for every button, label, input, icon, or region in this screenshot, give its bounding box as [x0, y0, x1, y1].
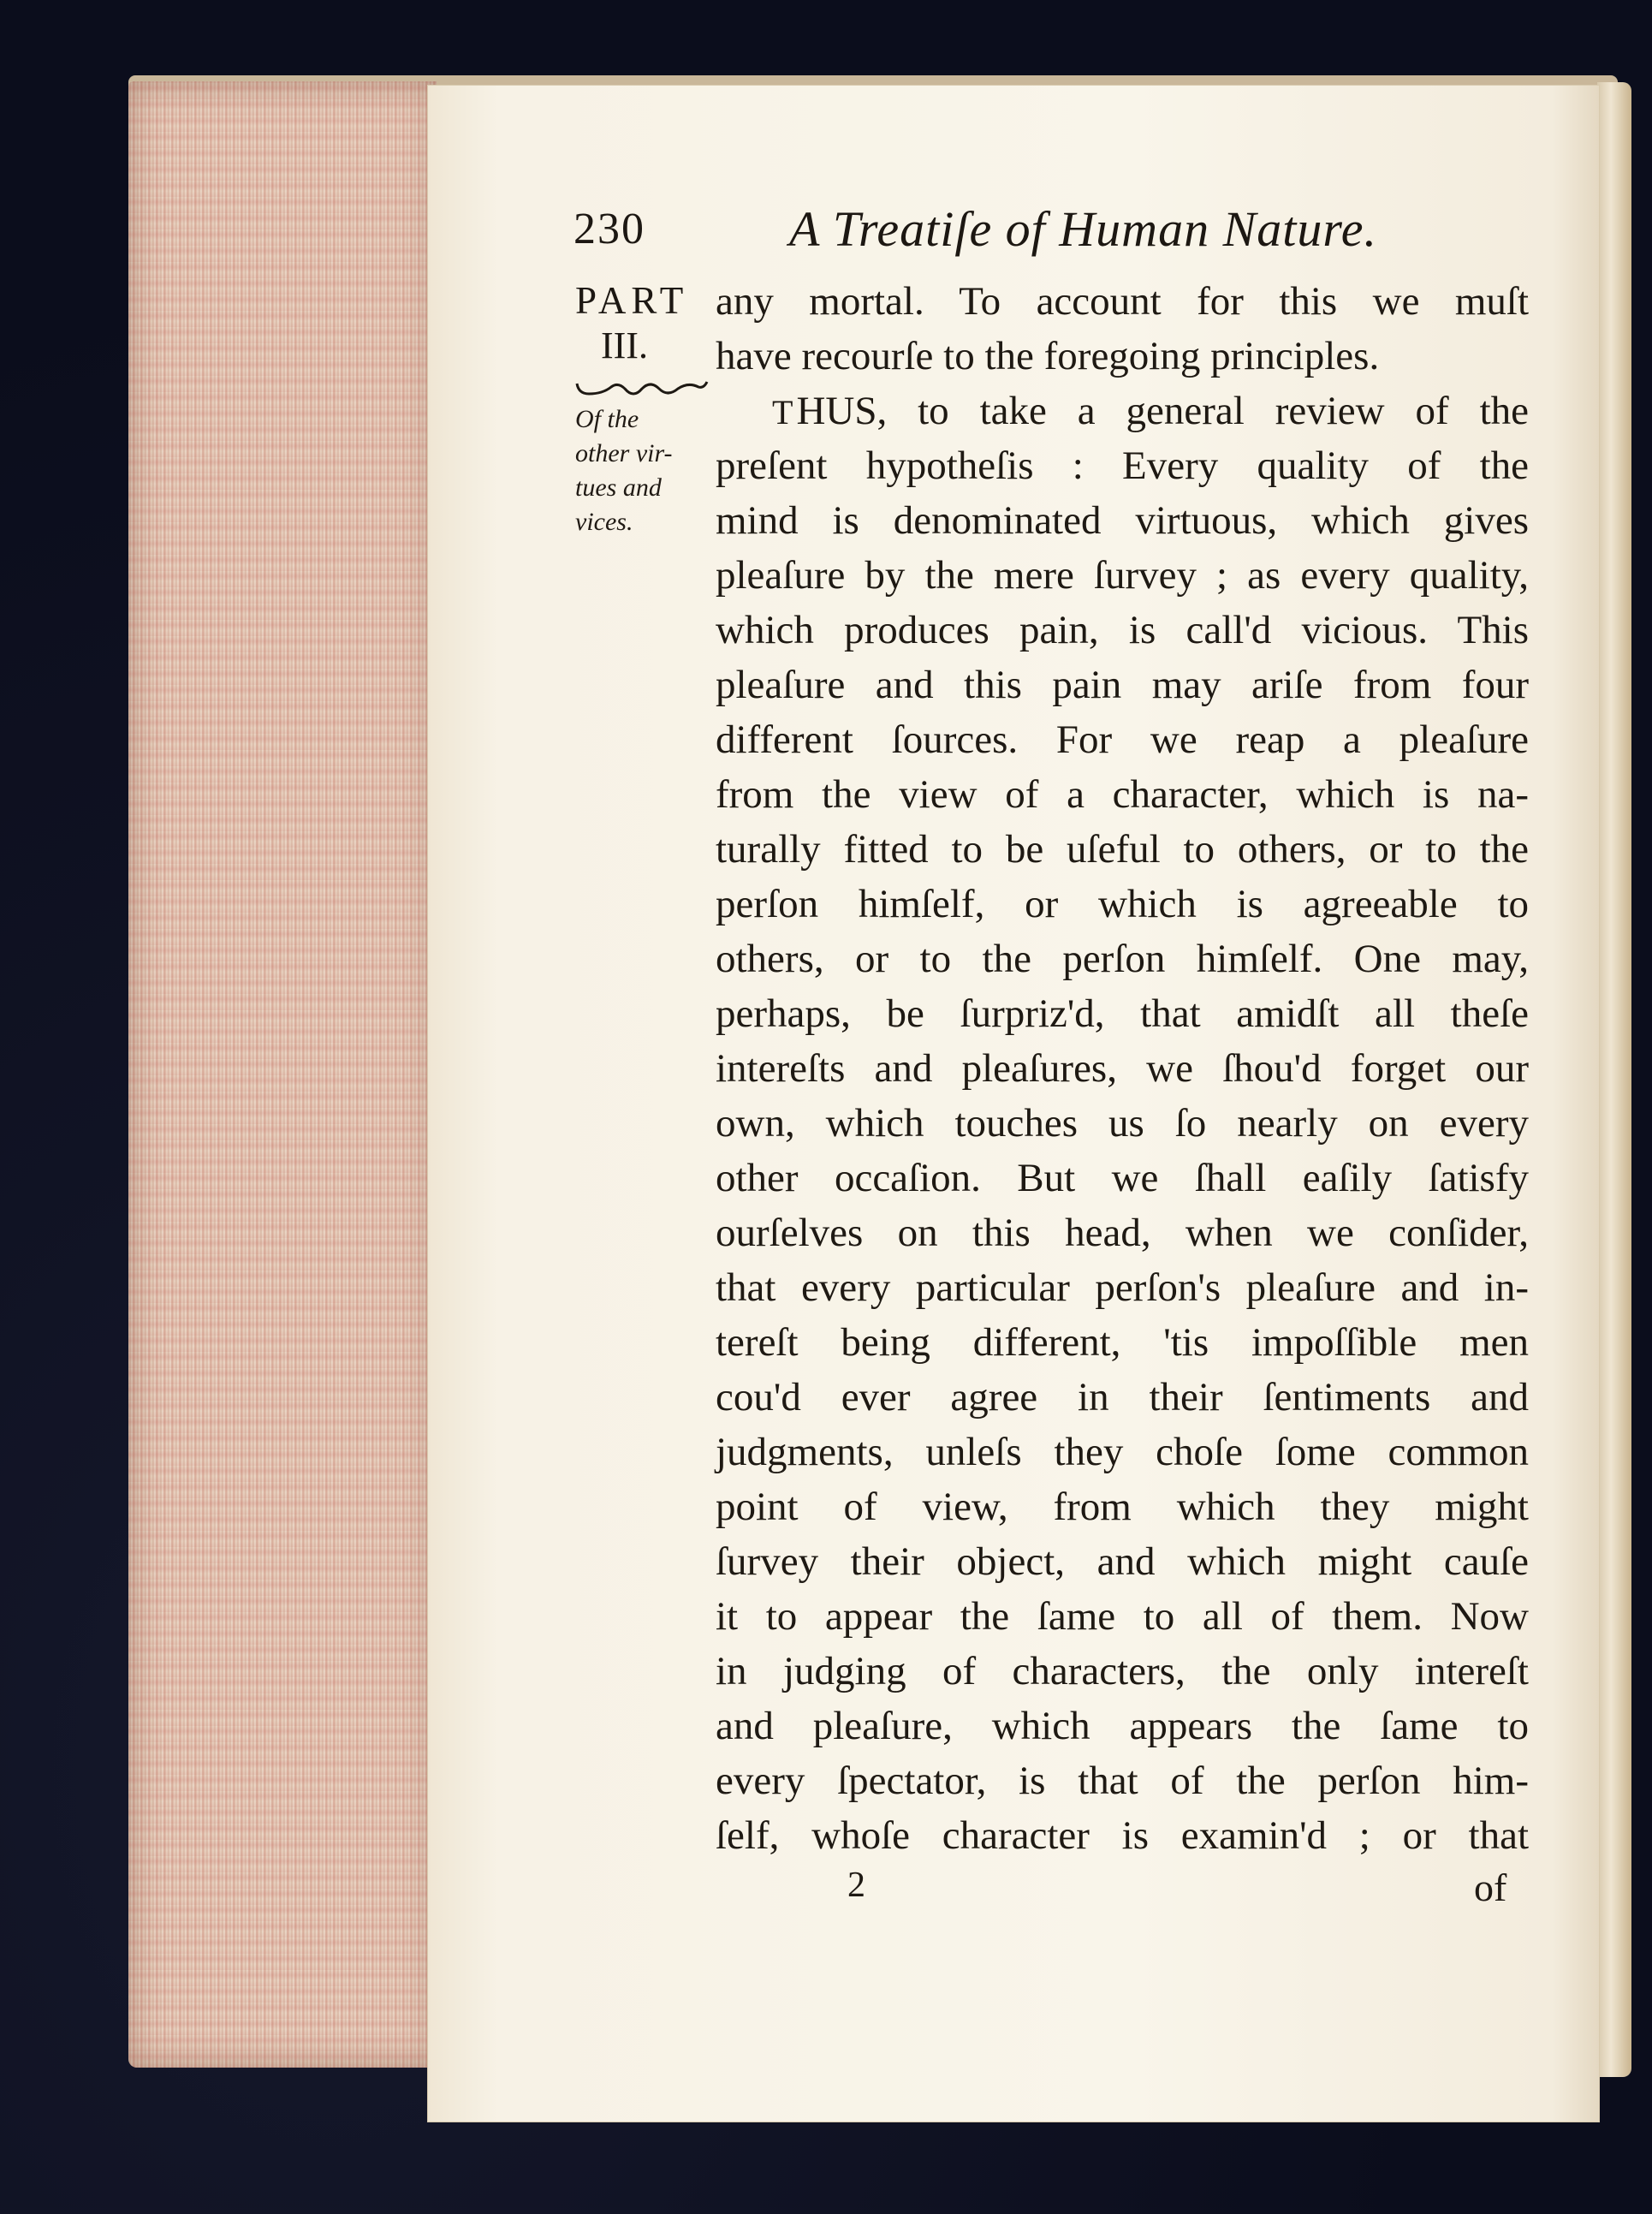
text-line: pleaſure and this pain may ariſe from four — [716, 663, 1529, 707]
paragraph-opening-line — [716, 384, 1529, 438]
text-line: different ſources. For we reap a pleaſure — [716, 717, 1529, 762]
text-line: perſon himſelf, or which is agreeable to — [716, 882, 1529, 926]
text-line: turally fitted to be uſeful to others, or to the — [716, 827, 1529, 872]
drop-initial: T — [772, 393, 797, 431]
text-line: every ſpectator, is that of the perſon him- — [716, 1759, 1529, 1803]
marginal-sidenote — [575, 402, 695, 539]
text-line: cou'd ever agree in their ſentiments and — [716, 1375, 1529, 1419]
part-label: PART — [575, 279, 689, 322]
sidenote-line: other vir- — [575, 439, 673, 467]
text-line: intereſts and pleaſures, we ſhou'd forget our — [716, 1046, 1529, 1091]
text-line: mind is denominated virtuous, which gives — [716, 498, 1529, 543]
text-line: point of view, from which they might — [716, 1485, 1529, 1529]
catchword: of — [1474, 1866, 1507, 1909]
signature-mark: 2 — [847, 1866, 865, 1905]
text-line: any mortal. To account for this we muſt — [716, 279, 1529, 324]
running-head — [573, 201, 1464, 272]
sidenote-line: tues and — [575, 473, 662, 502]
text-line: other occaſion. But we ſhall eaſily ſatisfy — [716, 1156, 1529, 1200]
part-number: III. — [601, 324, 648, 366]
text-line: pleaſure by the mere ſurvey ; as every quality, — [716, 553, 1529, 598]
text-line: ſelf, whoſe character is examin'd ; or that — [716, 1813, 1529, 1858]
text-line: ſurvey their object, and which might cauſe — [716, 1539, 1529, 1584]
text-line: that every particular perſon's pleaſure and in- — [716, 1265, 1529, 1310]
text-line-remainder: HUS, to take a general review of the — [796, 389, 1529, 433]
text-line: others, or to the perſon himſelf. One may, — [716, 937, 1529, 981]
page-number: 230 — [573, 205, 645, 253]
sidenote-line: vices. — [575, 508, 633, 536]
text-line: tereſt being different, 'tis impoſſible men — [716, 1320, 1529, 1365]
text-line: from the view of a character, which is na- — [716, 772, 1529, 817]
text-line: which produces pain, is call'd vicious. This — [716, 608, 1529, 652]
text-line: in judging of characters, the only intereſt — [716, 1649, 1529, 1693]
running-title: A Treatiſe of Human Nature. — [789, 201, 1378, 257]
text-line: judgments, unleſs they choſe ſome common — [716, 1430, 1529, 1474]
text-line: preſent hypotheſis : Every quality of the — [716, 443, 1529, 488]
facing-page-edge — [1597, 82, 1631, 2077]
body-text — [716, 274, 1529, 1863]
text-line: own, which touches us ſo nearly on every — [716, 1101, 1529, 1146]
text-line: have recourſe to the foregoing principles. — [716, 334, 1380, 378]
text-line: and pleaſure, which appears the ſame to — [716, 1704, 1529, 1748]
book-page-edges — [128, 81, 437, 2068]
sidenote-line: Of the — [575, 405, 639, 433]
text-line: ourſelves on this head, when we conſider, — [716, 1211, 1529, 1255]
text-line: perhaps, be ſurpriz'd, that amidſt all theſe — [716, 991, 1529, 1036]
brace-ornament-icon — [573, 377, 710, 406]
text-line: it to appear the ſame to all of them. Now — [716, 1594, 1529, 1639]
